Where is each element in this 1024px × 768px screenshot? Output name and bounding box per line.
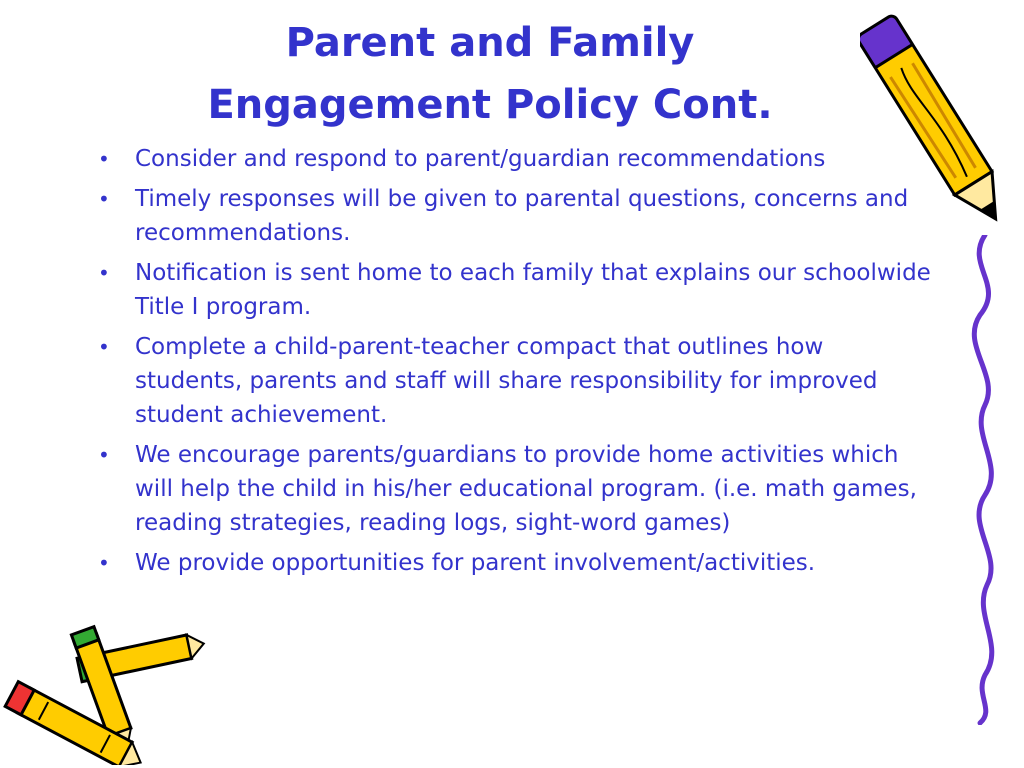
list-item xyxy=(96,142,936,176)
bullet-glyph: • xyxy=(98,335,110,359)
list-item xyxy=(96,546,936,580)
bullet-text: Complete a child-parent-teacher compact that outlines how students, parents and staff will share responsibility for improved student achievement. xyxy=(135,334,878,428)
bullet-list xyxy=(96,142,936,586)
list-item xyxy=(96,256,936,324)
page-title xyxy=(150,12,830,136)
bullet-text: Consider and respond to parent/guardian recommendations xyxy=(135,146,826,172)
bullet-glyph: • xyxy=(98,261,110,285)
list-item xyxy=(96,438,936,540)
bullet-text: Timely responses will be given to parental questions, concerns and recommendations. xyxy=(135,186,909,246)
pencil-icon xyxy=(860,0,1010,245)
bullet-text: We provide opportunities for parent involvement/activities. xyxy=(135,550,816,576)
list-item xyxy=(96,330,936,432)
title-line-1: Parent and Family xyxy=(285,20,695,66)
bullet-text: We encourage parents/guardians to provide home activities which will help the child in his/her educational program. (i.e. math games, reading strategies, reading logs, sight-word games) xyxy=(135,442,917,536)
bullet-glyph: • xyxy=(98,551,110,575)
bullet-glyph: • xyxy=(98,443,110,467)
bullet-text: Notification is sent home to each family that explains our schoolwide Title I program. xyxy=(135,260,931,320)
list-item xyxy=(96,182,936,250)
bullet-glyph: • xyxy=(98,147,110,171)
crayon-icon xyxy=(0,615,210,765)
squiggle-line xyxy=(955,235,1015,725)
bullet-glyph: • xyxy=(98,187,110,211)
title-line-2: Engagement Policy Cont. xyxy=(207,82,773,128)
